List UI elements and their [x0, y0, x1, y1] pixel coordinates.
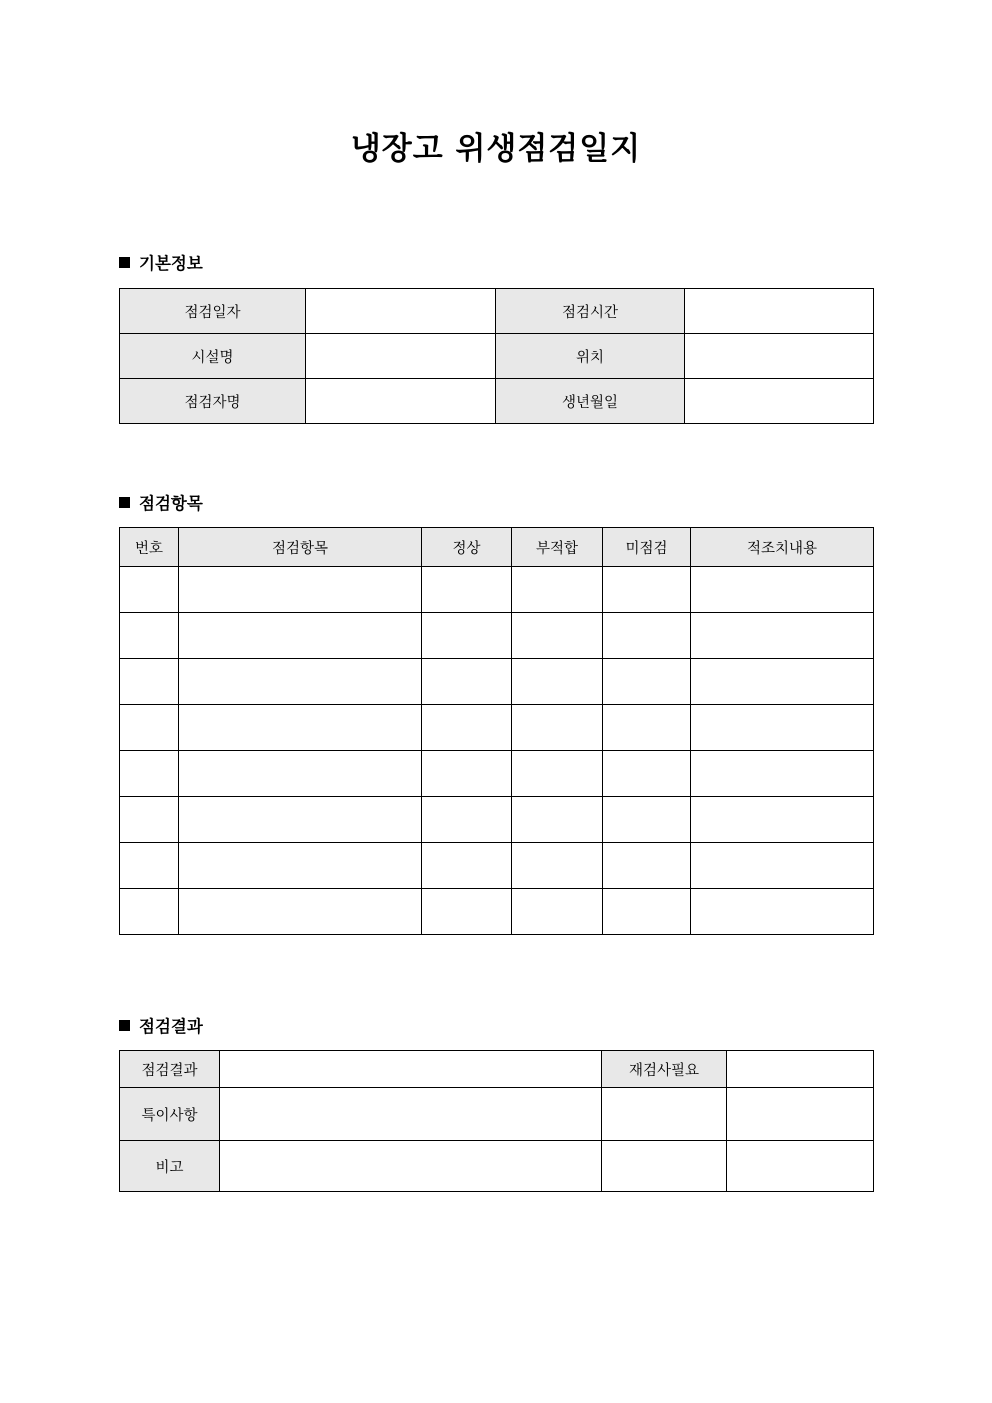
page-title: 냉장고 위생점검일지	[350, 131, 642, 167]
column-header-no: 번호	[120, 528, 179, 567]
cell-unchecked[interactable]	[603, 659, 691, 705]
cell-nonconforming[interactable]	[512, 751, 603, 797]
cell-unchecked[interactable]	[603, 751, 691, 797]
field-inspection-time[interactable]	[685, 289, 874, 334]
cell-normal[interactable]	[422, 705, 512, 751]
cell-no[interactable]	[120, 751, 179, 797]
cell-normal[interactable]	[422, 751, 512, 797]
cell-item[interactable]	[179, 797, 422, 843]
label-remarks: 비고	[120, 1141, 220, 1192]
inspection-items-table	[119, 527, 874, 935]
cell-action[interactable]	[691, 751, 874, 797]
basic-info-table	[119, 288, 874, 424]
inspection-items-body	[120, 567, 874, 935]
square-bullet-icon	[119, 497, 130, 508]
field-remarks-extra[interactable]	[602, 1141, 727, 1192]
field-inspection-date[interactable]	[306, 289, 496, 334]
field-location[interactable]	[685, 334, 874, 379]
column-header-unchecked: 미점검	[603, 528, 691, 567]
section-heading-basic-label: 기본정보	[139, 254, 203, 273]
field-facility-name[interactable]	[306, 334, 496, 379]
cell-nonconforming[interactable]	[512, 705, 603, 751]
table-row	[120, 1088, 874, 1141]
cell-unchecked[interactable]	[603, 843, 691, 889]
cell-normal[interactable]	[422, 567, 512, 613]
column-header-action: 적조치내용	[691, 528, 874, 567]
cell-no[interactable]	[120, 843, 179, 889]
section-heading-result	[119, 1013, 203, 1037]
label-inspector-name: 점검자명	[120, 379, 306, 424]
table-row	[120, 797, 874, 843]
cell-action[interactable]	[691, 613, 874, 659]
cell-unchecked[interactable]	[603, 705, 691, 751]
table-row	[120, 1141, 874, 1192]
cell-action[interactable]	[691, 705, 874, 751]
field-special-notes[interactable]	[220, 1088, 602, 1141]
cell-nonconforming[interactable]	[512, 797, 603, 843]
cell-no[interactable]	[120, 567, 179, 613]
inspection-result-table	[119, 1050, 874, 1192]
table-row	[120, 1051, 874, 1088]
cell-normal[interactable]	[422, 889, 512, 935]
cell-item[interactable]	[179, 659, 422, 705]
cell-no[interactable]	[120, 797, 179, 843]
table-row	[120, 334, 874, 379]
field-remarks-extra2[interactable]	[727, 1141, 874, 1192]
cell-item[interactable]	[179, 613, 422, 659]
cell-action[interactable]	[691, 659, 874, 705]
section-heading-basic	[119, 250, 203, 274]
cell-nonconforming[interactable]	[512, 567, 603, 613]
cell-nonconforming[interactable]	[512, 843, 603, 889]
table-row	[120, 705, 874, 751]
cell-unchecked[interactable]	[603, 889, 691, 935]
cell-nonconforming[interactable]	[512, 889, 603, 935]
field-reinspection-needed[interactable]	[727, 1051, 874, 1088]
cell-action[interactable]	[691, 797, 874, 843]
table-row	[120, 659, 874, 705]
cell-item[interactable]	[179, 751, 422, 797]
label-inspection-date: 점검일자	[120, 289, 306, 334]
cell-item[interactable]	[179, 889, 422, 935]
label-location: 위치	[496, 334, 685, 379]
field-inspector-name[interactable]	[306, 379, 496, 424]
table-row	[120, 289, 874, 334]
cell-normal[interactable]	[422, 613, 512, 659]
column-header-nonconforming: 부적합	[512, 528, 603, 567]
cell-action[interactable]	[691, 889, 874, 935]
cell-action[interactable]	[691, 843, 874, 889]
field-remarks[interactable]	[220, 1141, 602, 1192]
table-row	[120, 613, 874, 659]
field-birth-date[interactable]	[685, 379, 874, 424]
square-bullet-icon	[119, 1020, 130, 1031]
cell-item[interactable]	[179, 843, 422, 889]
cell-no[interactable]	[120, 659, 179, 705]
table-row	[120, 889, 874, 935]
label-inspection-result: 점검결과	[120, 1051, 220, 1088]
section-heading-result-label: 점검결과	[139, 1017, 203, 1036]
label-reinspection-needed: 재검사필요	[602, 1051, 727, 1088]
table-row	[120, 843, 874, 889]
cell-unchecked[interactable]	[603, 797, 691, 843]
label-facility-name: 시설명	[120, 334, 306, 379]
label-inspection-time: 점검시간	[496, 289, 685, 334]
field-special-notes-extra2[interactable]	[727, 1088, 874, 1141]
cell-item[interactable]	[179, 705, 422, 751]
cell-unchecked[interactable]	[603, 613, 691, 659]
column-header-item: 점검항목	[179, 528, 422, 567]
section-heading-items	[119, 490, 203, 514]
cell-nonconforming[interactable]	[512, 613, 603, 659]
cell-no[interactable]	[120, 613, 179, 659]
field-inspection-result[interactable]	[220, 1051, 602, 1088]
cell-item[interactable]	[179, 567, 422, 613]
cell-action[interactable]	[691, 567, 874, 613]
field-special-notes-extra[interactable]	[602, 1088, 727, 1141]
cell-normal[interactable]	[422, 797, 512, 843]
cell-normal[interactable]	[422, 659, 512, 705]
section-heading-items-label: 점검항목	[139, 494, 203, 513]
cell-normal[interactable]	[422, 843, 512, 889]
cell-no[interactable]	[120, 705, 179, 751]
table-header-row	[120, 528, 874, 567]
table-row	[120, 567, 874, 613]
label-special-notes: 특이사항	[120, 1088, 220, 1141]
table-row	[120, 379, 874, 424]
cell-no[interactable]	[120, 889, 179, 935]
cell-unchecked[interactable]	[603, 567, 691, 613]
label-birth-date: 생년월일	[496, 379, 685, 424]
square-bullet-icon	[119, 257, 130, 268]
column-header-normal: 정상	[422, 528, 512, 567]
table-row	[120, 751, 874, 797]
cell-nonconforming[interactable]	[512, 659, 603, 705]
